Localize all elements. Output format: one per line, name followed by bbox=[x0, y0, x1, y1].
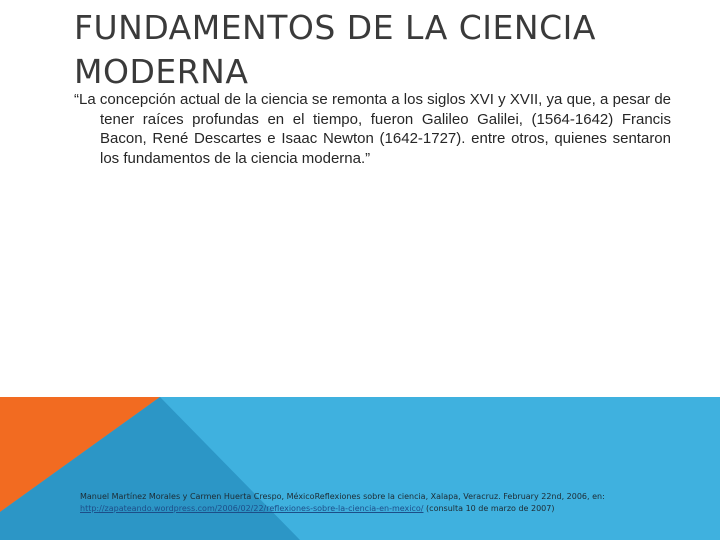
footer-band bbox=[0, 397, 720, 540]
quote-text: “La concepción actual de la ciencia se remonta a los siglos XVI y XVII, ya que, a pesar de tener raíces profundas en el tiempo, fueron Galileo Galilei, (1564-1642) Francis Bacon, René Descartes e Isaac Newton (1642-1727). entre otros, quienes sentaron los fundamentos de la ciencia moderna.” bbox=[74, 91, 671, 167]
citation-text: Manuel Martínez Morales y Carmen Huerta Crespo, MéxicoReflexiones sobre la ciencia, Xalapa, Veracruz. February 22nd, 2006, en: bbox=[80, 492, 605, 501]
citation-link[interactable]: http://zapateando.wordpress.com/2006/02/22/reflexiones-sobre-la-ciencia-en-mexico/ bbox=[80, 504, 424, 513]
citation-note: (consulta 10 de marzo de 2007) bbox=[423, 504, 555, 513]
slide-title: FUNDAMENTOS DE LA CIENCIA MODERNA bbox=[74, 8, 596, 91]
footer-decoration bbox=[0, 397, 720, 540]
citation bbox=[80, 491, 680, 515]
